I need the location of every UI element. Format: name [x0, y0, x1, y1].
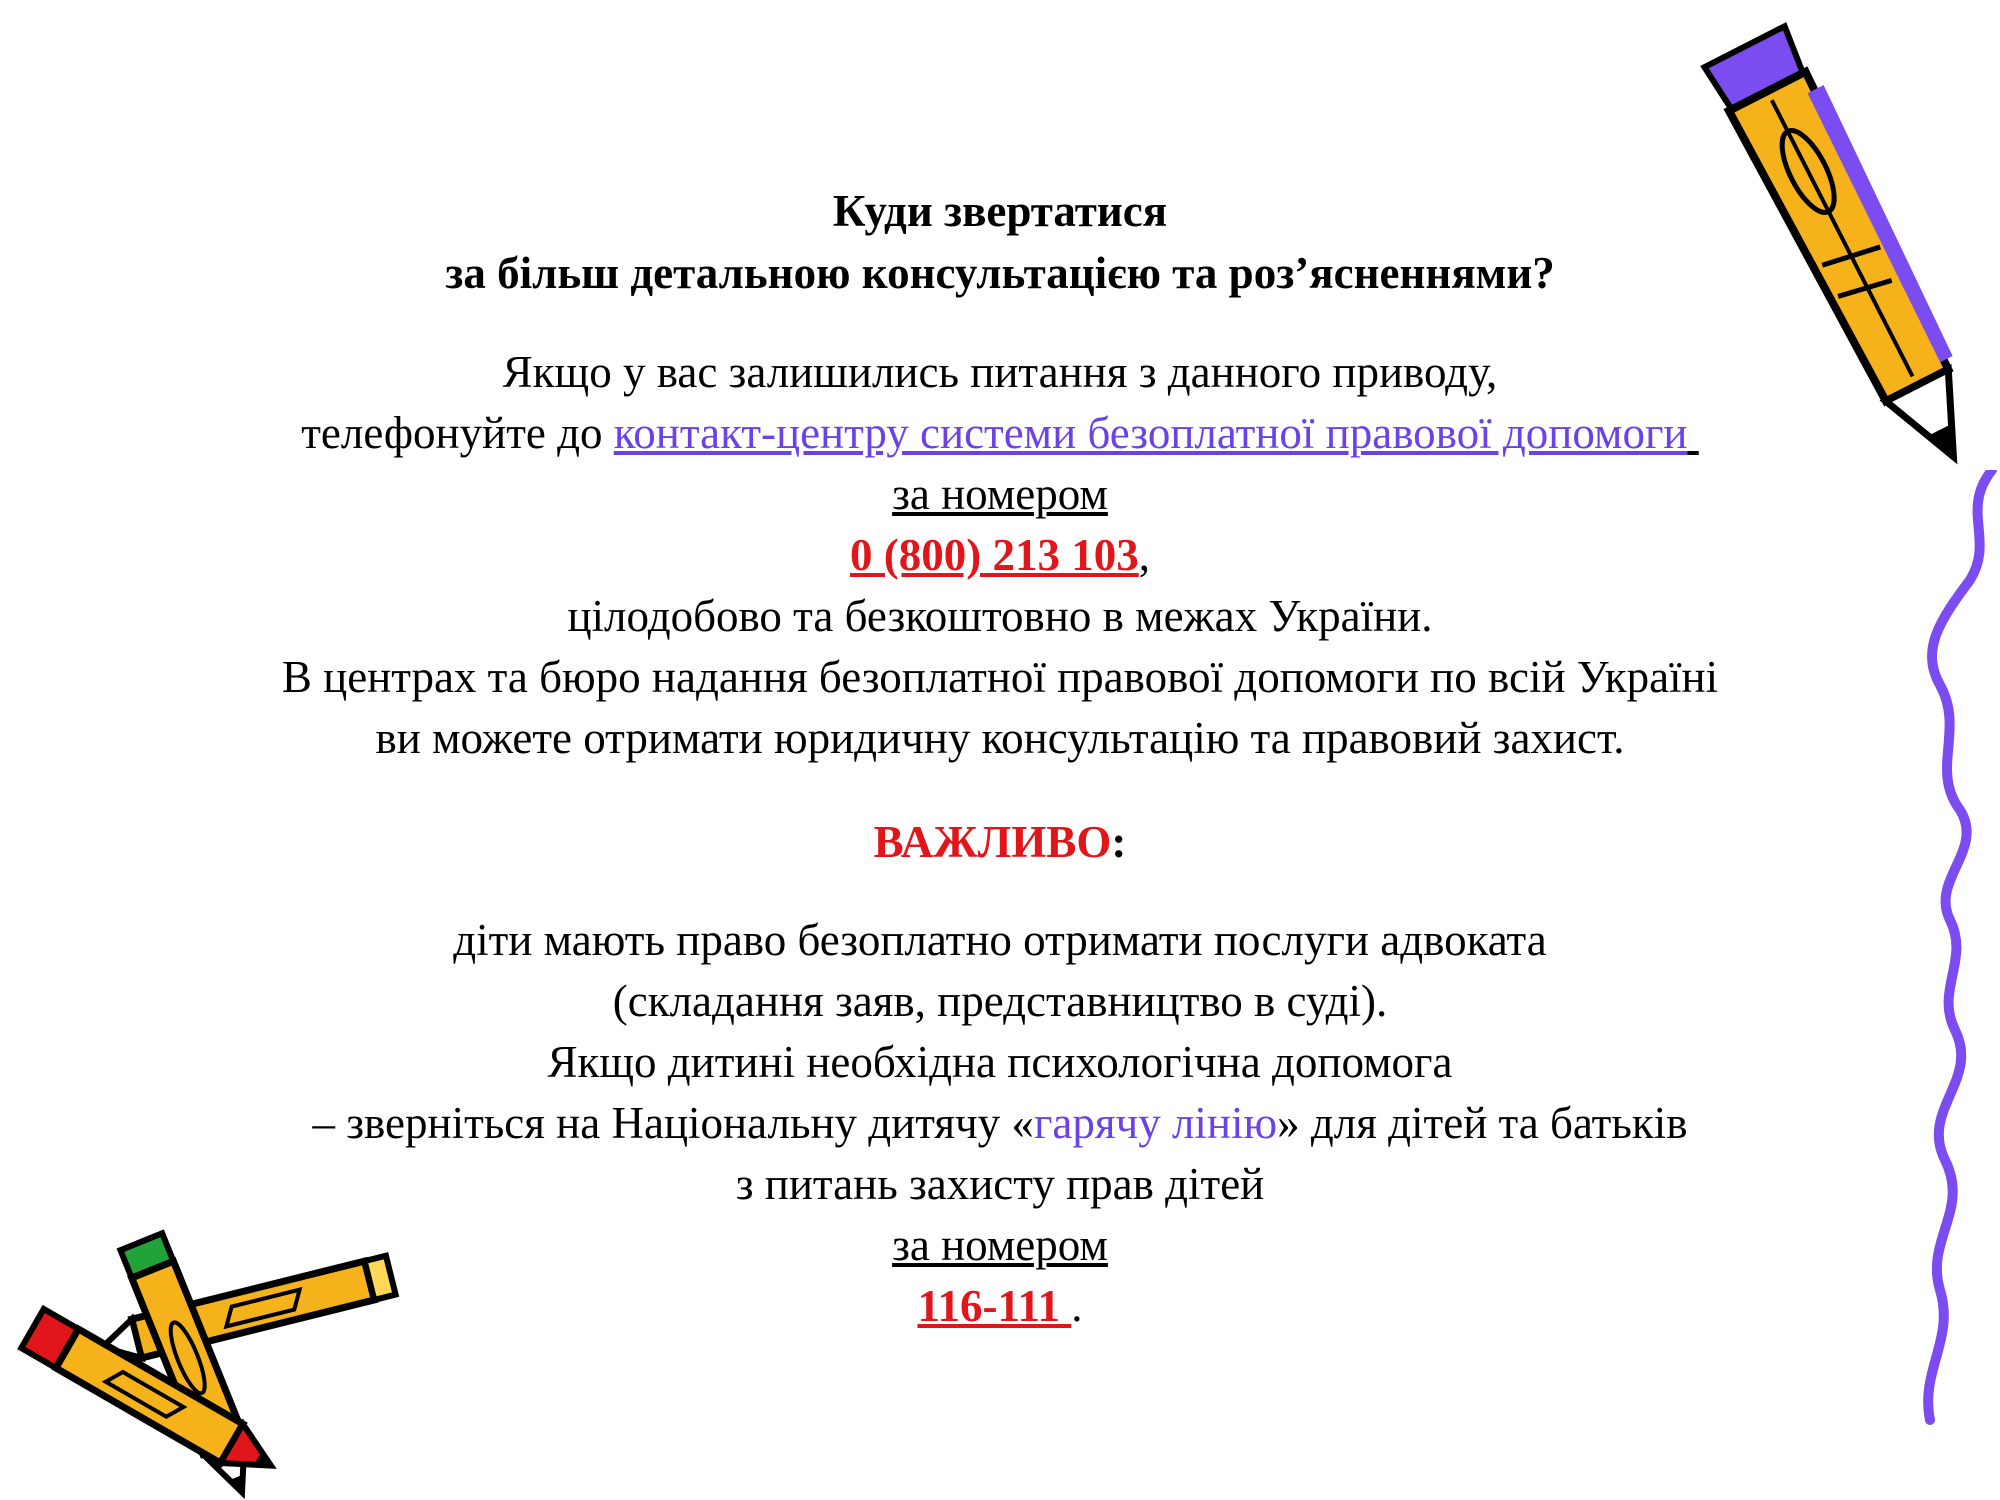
text-line: з питань захисту прав дітей: [735, 1159, 1265, 1209]
title-line-2: за більш детальною консультацією та роз’ясненнями?: [445, 248, 1555, 298]
text-line: (складання заяв, представництво в суді).: [612, 976, 1388, 1026]
text-line: » для дітей та батьків: [1277, 1098, 1688, 1148]
text-line: діти мають право безоплатно отримати послуги адвоката: [453, 915, 1547, 965]
hotline-phone[interactable]: 116-111: [917, 1281, 1072, 1331]
important-label: ВАЖЛИВО: [873, 817, 1112, 867]
children-rights-section: [180, 910, 1820, 1337]
phone-suffix: ,: [1138, 530, 1150, 580]
text-line: цілодобово та безкоштовно в межах України.: [567, 591, 1433, 641]
squiggle-line-decoration: [1900, 470, 2000, 1430]
by-number-label: за номером: [892, 469, 1108, 519]
legal-aid-phone[interactable]: 0 (800) 213 103: [850, 530, 1139, 580]
text-line: ви можете отримати юридичну консультацію та правовий захист.: [375, 713, 1625, 763]
text-line: Якщо у вас залишились питання з данного приводу,: [502, 347, 1498, 397]
text-line: Якщо дитині необхідна психологічна допомога: [547, 1037, 1453, 1087]
text-line: телефонуйте до: [301, 408, 614, 458]
by-number-label: за номером: [892, 1220, 1108, 1270]
text-line: – зверніться на Національну дитячу «: [312, 1098, 1034, 1148]
page-title: [180, 180, 1820, 304]
important-heading: [180, 811, 1820, 873]
main-content: [180, 180, 1820, 1337]
hotline-link[interactable]: гарячу лінію: [1033, 1098, 1278, 1148]
title-line-1: Куди звертатися: [832, 186, 1168, 236]
phone-suffix: .: [1071, 1281, 1083, 1331]
legal-aid-section: [180, 342, 1820, 769]
link-trailing-space: [1688, 408, 1699, 458]
text-line: В центрах та бюро надання безоплатної правової допомоги по всій Україні: [281, 652, 1719, 702]
contact-center-link[interactable]: контакт-центру системи безоплатної правової допомоги: [613, 408, 1688, 458]
important-colon: :: [1111, 817, 1127, 867]
